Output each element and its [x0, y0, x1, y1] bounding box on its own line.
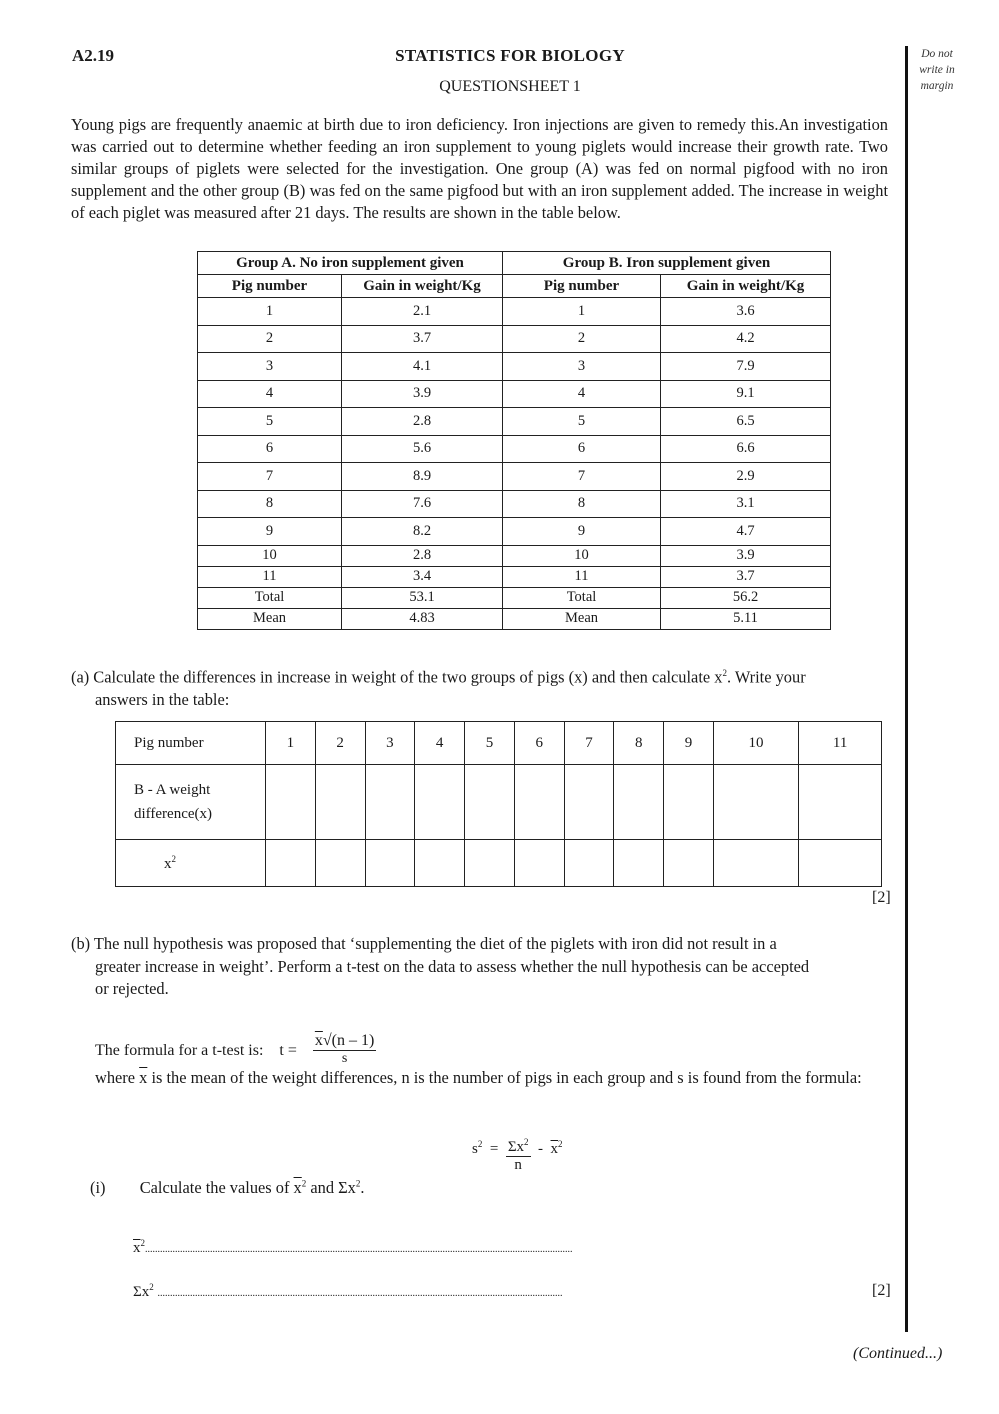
x-squared-answer-cell[interactable] — [465, 840, 515, 887]
answer-row-label-diff — [116, 765, 266, 840]
table-row — [198, 608, 831, 629]
page-title: STATISTICS FOR BIOLOGY — [395, 46, 625, 65]
intro-paragraph: Young pigs are frequently anaemic at birth due to iron deficiency. Iron injections are given to remedy this.An investigation was carried out to determine whether feeding an iron supplement to young piglets would increase their growth rate. Two similar groups of piglets were selected for the investigation. One group (A) was fed on normal pigfood with no iron supplement and the other group (B) was fed on the same pigfood but with an iron supplement added. The increase in weight of each piglet was measured after 21 days. The results are shown in the table below. — [71, 115, 888, 222]
pig-number-cell: 3 — [365, 722, 415, 765]
table-cell: 2.1 — [342, 298, 503, 326]
t-fraction: $\frac{\overline{x}√(n - 1)}{s}$ — [314, 1032, 375, 1066]
table-cell: 7.9 — [661, 353, 831, 381]
table-cell: 3.9 — [342, 380, 503, 408]
x-squared-answer-cell[interactable] — [713, 840, 798, 887]
table-row — [198, 325, 831, 353]
table-row — [198, 587, 831, 608]
table-cell: 7 — [503, 463, 661, 491]
table-cell: 4.1 — [342, 353, 503, 381]
group-a-title: Group A. No iron supplement given — [198, 252, 503, 275]
table-row — [198, 298, 831, 326]
table-cell: 4 — [503, 380, 661, 408]
diff-label-1: B - A weight — [134, 782, 211, 798]
table-cell: 6.5 — [661, 408, 831, 436]
table-cell: 3.4 — [342, 566, 503, 587]
col-gain-a: Gain in weight/Kg — [342, 275, 503, 298]
table-cell: 4.83 — [342, 608, 503, 629]
table-cell: 1 — [503, 298, 661, 326]
s-fraction: $\frac{\Sigma x^2}{n}$ — [507, 1137, 529, 1173]
table-cell: 6.6 — [661, 435, 831, 463]
table-row — [198, 408, 831, 436]
table-cell: 6 — [503, 435, 661, 463]
table-cell: 1 — [198, 298, 342, 326]
margin-line — [905, 46, 908, 1332]
x-squared-answer-cell[interactable] — [315, 840, 365, 887]
col-gain-b: Gain in weight/Kg — [661, 275, 831, 298]
table-cell: 8.2 — [342, 518, 503, 546]
table-cell: 3.6 — [661, 298, 831, 326]
table-cell: 9 — [198, 518, 342, 546]
x-squared-answer-cell[interactable] — [614, 840, 664, 887]
margin-note: Do not write in margin — [919, 48, 955, 92]
answer-row-label-xsq: $x^2$ — [116, 840, 266, 887]
difference-answer-cell[interactable] — [799, 765, 882, 840]
table-cell: 8 — [503, 490, 661, 518]
pig-number-cell: 2 — [315, 722, 365, 765]
difference-answer-cell[interactable] — [365, 765, 415, 840]
marks-b: [2] — [872, 1282, 891, 1299]
table-cell: 3.7 — [661, 566, 831, 587]
difference-answer-cell[interactable] — [415, 765, 465, 840]
pig-number-cell: 8 — [614, 722, 664, 765]
table-cell: 53.1 — [342, 587, 503, 608]
difference-answer-cell[interactable] — [514, 765, 564, 840]
results-table — [197, 251, 831, 630]
table-cell: 5.6 — [342, 435, 503, 463]
table-cell: 10 — [503, 545, 661, 566]
difference-answer-cell[interactable] — [614, 765, 664, 840]
pig-number-cell: 11 — [799, 722, 882, 765]
table-cell: 11 — [198, 566, 342, 587]
qa-line2: answers in the table: — [95, 690, 230, 710]
table-cell: 5 — [503, 408, 661, 436]
pig-number-cell: 5 — [465, 722, 515, 765]
table-row — [198, 435, 831, 463]
page-subtitle: QUESTIONSHEET 1 — [439, 78, 581, 95]
table-cell: Mean — [198, 608, 342, 629]
table-cell: 9.1 — [661, 380, 831, 408]
table-cell: 2 — [198, 325, 342, 353]
table-cell: 8.9 — [342, 463, 503, 491]
qb-line3: or rejected. — [95, 979, 169, 998]
t-test-formula — [95, 1034, 376, 1069]
qa-line1-end: . Write your — [726, 667, 806, 687]
table-cell: 11 — [503, 566, 661, 587]
difference-answer-cell[interactable] — [315, 765, 365, 840]
x-squared-answer-cell[interactable] — [365, 840, 415, 887]
group-b-title: Group B. Iron supplement given — [503, 252, 831, 275]
col-pig-b: Pig number — [503, 275, 661, 298]
formula-intro: The formula for a t-test is: — [95, 1042, 264, 1060]
table-cell: 5.11 — [661, 608, 831, 629]
difference-answer-cell[interactable] — [713, 765, 798, 840]
table-cell: 2 — [503, 325, 661, 353]
table-row — [198, 463, 831, 491]
table-cell: 5 — [198, 408, 342, 436]
table-cell: 2.8 — [342, 545, 503, 566]
table-cell: 10 — [198, 545, 342, 566]
table-cell: 6 — [198, 435, 342, 463]
table-cell: 4.7 — [661, 518, 831, 546]
s-formula: $s^2$ = $\frac{\Sigma x^2}{n}$ - $\overline{x}^2$ — [472, 1137, 563, 1173]
table-row — [198, 518, 831, 546]
pig-number-cell: 6 — [514, 722, 564, 765]
table-row — [198, 566, 831, 587]
difference-answer-cell[interactable] — [465, 765, 515, 840]
continued-note: (Continued...) — [853, 1345, 943, 1362]
pig-number-cell: 10 — [713, 722, 798, 765]
table-row — [198, 353, 831, 381]
answer-line-xbar[interactable]: $\overline{x}^2$........................................................................................................................................................................... — [133, 1238, 573, 1256]
difference-answer-cell[interactable] — [266, 765, 316, 840]
table-cell: 8 — [198, 490, 342, 518]
t-equals: t = — [279, 1042, 297, 1060]
table-cell: 3.7 — [342, 325, 503, 353]
table-cell: Mean — [503, 608, 661, 629]
col-pig-a: Pig number — [198, 275, 342, 298]
table-cell: 4.2 — [661, 325, 831, 353]
pig-number-cell: 1 — [266, 722, 316, 765]
table-row — [198, 380, 831, 408]
table-cell: 7.6 — [342, 490, 503, 518]
table-cell: 2.8 — [342, 408, 503, 436]
qb-line1: (b) The null hypothesis was proposed that ‘supplementing the diet of the piglets with iron did not result in a — [71, 934, 777, 953]
x-squared-answer-cell[interactable] — [514, 840, 564, 887]
marks-a: [2] — [872, 889, 891, 906]
x-squared-answer-cell[interactable] — [415, 840, 465, 887]
difference-answer-cell[interactable] — [664, 765, 714, 840]
table-cell: 56.2 — [661, 587, 831, 608]
pig-number-cell: 4 — [415, 722, 465, 765]
x-squared-answer-cell[interactable] — [266, 840, 316, 887]
qa-line1: (a) Calculate the differences in increase in weight of the two groups of pigs (x) and then calculate x — [71, 667, 723, 687]
pig-number-cell: 9 — [664, 722, 714, 765]
answer-row-label-pig: Pig number — [116, 722, 266, 765]
answer-line-sigma[interactable]: $\Sigma x^2$ .................................................................................................................................................................. — [133, 1282, 563, 1300]
table-cell: 4 — [198, 380, 342, 408]
table-cell: 3.9 — [661, 545, 831, 566]
table-cell: Total — [503, 587, 661, 608]
where-text: where $\overline{x}$ is the mean of the weight differences, n is the number of pigs in each group and s is found from the formula: — [95, 1068, 862, 1087]
x-squared-answer-cell[interactable] — [564, 840, 614, 887]
table-row — [198, 545, 831, 566]
table-cell: 3.1 — [661, 490, 831, 518]
pig-number-cell: 7 — [564, 722, 614, 765]
question-b-i: (i) Calculate the values of $\overline{x}^2$ and $\Sigma x^2$. — [90, 1178, 365, 1197]
x-squared-answer-cell[interactable] — [664, 840, 714, 887]
table-cell: 3 — [503, 353, 661, 381]
x-squared-answer-cell[interactable] — [799, 840, 882, 887]
table-row — [198, 490, 831, 518]
diff-label-2: difference(x) — [134, 806, 213, 822]
difference-answer-cell[interactable] — [564, 765, 614, 840]
qb-line2: greater increase in weight’. Perform a t-test on the data to assess whether the null hypothesis can be accepted — [95, 956, 810, 976]
question-a: (a) Calculate the differences in increase in weight of the two groups of pigs (x) and then calculate $x^2$. Write your answers in the table: — [71, 662, 891, 711]
table-cell: 7 — [198, 463, 342, 491]
table-cell: 9 — [503, 518, 661, 546]
sheet-code: A2.19 — [72, 46, 115, 65]
table-cell: 3 — [198, 353, 342, 381]
table-cell: Total — [198, 587, 342, 608]
table-cell: 2.9 — [661, 463, 831, 491]
question-b — [71, 933, 891, 1001]
answer-table — [115, 721, 882, 887]
